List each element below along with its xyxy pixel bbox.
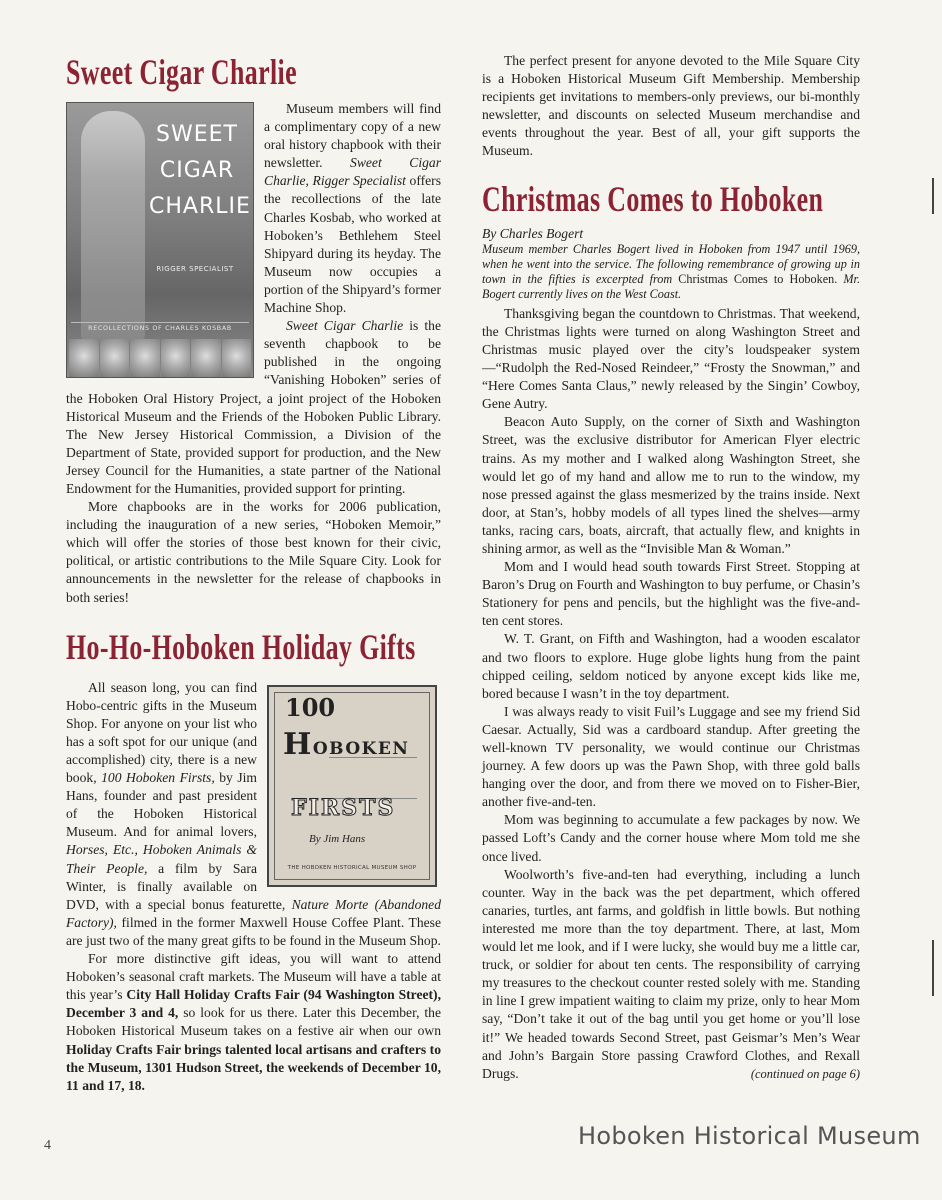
byline: By Charles Bogert bbox=[482, 225, 584, 241]
text-run: Christmas Comes to Hoboken. bbox=[678, 272, 838, 287]
cover-ornament bbox=[329, 757, 417, 799]
cover-title-line3: CHARLIE bbox=[149, 194, 251, 219]
text-run: is the seventh chapbook to be published in the ongoing “Vanishing Hoboken” series of the Hoboken Oral History Project, a joint project of the Hoboken Historical Museum and the Friends of the Hoboken Public Library. The New Jersey Historical Commission, a Division of the Department of State, provided support for production, and the New Jersey Council for the Humanities, a state partner of the National Endowment for the Humanities, provided support for printing. bbox=[66, 318, 441, 496]
cover-footer-text: RECOLLECTIONS OF CHARLES KOSBAB bbox=[71, 322, 249, 332]
text-run: Museum members will find a complimentary copy of a new oral history chapbook with their newsletter. bbox=[264, 101, 441, 171]
article-intro-note bbox=[482, 242, 860, 303]
cover-publisher: THE HOBOKEN HISTORICAL MUSEUM SHOP bbox=[287, 864, 417, 871]
left-column bbox=[66, 52, 441, 1095]
text-run: 100 Hoboken Firsts, bbox=[101, 770, 215, 786]
christmas-paragraph: I was always ready to visit Fuil’s Luggage and see my friend Sid Caesar. Actually, Sid was a cardboard standup. After greeting the well-known TV personality, we would continue our Christmas journey. A few doors up was the Pawn Shop, with three gold balls hanging over the door, and from there we moved on to Fisher-Bier, another five-and-ten. bbox=[482, 703, 860, 810]
text-run: The perfect present for anyone devoted to the Mile Square City is a Hoboken Historical Museum Gift Membership. Membership recipients get invitations to members-only previews, our bi-monthly newsletter, and discounts on selected Museum merchandise and events throughout the year. Best of all, your gift supports the Museum. bbox=[482, 53, 860, 159]
text-run: More chapbooks are in the works for 2006 publication, including the inauguration of a new series, “Hoboken Memoir,” which will offer the stories of those best known for their civic, political, or artistic contributions to the Mile Square City. Look for announcements in the newsletter for the release of chapbooks in both series! bbox=[66, 499, 441, 605]
text-run: Nature Morte (Abandoned Factory), bbox=[66, 896, 442, 930]
text-run: offers the recollections of the late Charles Kosbab, who worked at Hoboken’s Bethlehem Steel Shipyard during its heyday. The Museum now occupies a portion of the Shipyard’s former Machine Shop. bbox=[264, 173, 441, 316]
binding-mark bbox=[932, 940, 934, 996]
cover-number: 100 bbox=[285, 692, 336, 722]
christmas-paragraph: W. T. Grant, on Fifth and Washington, had a wooden escalator and two floors to explore. Huge globe lights hung from the paint chipped ceiling, seldom noticed by anyone except kids like me, bored because I wasn’t in the toy department. bbox=[482, 631, 860, 701]
text-run: a film by Sara Winter, is finally available on DVD, with a special bonus featurette, bbox=[66, 860, 292, 912]
christmas-article-body bbox=[482, 305, 860, 1083]
christmas-paragraph: Woolworth’s five-and-ten had everything, including a lunch counter. Way in the back was the pet department, which offered canaries, turtles, ant farms, and goldfish in little bowls. But nothing interested me more than the toy department. There, at last, Mom would let me look, and if I were lucky, she would buy me a little car, truck, or soldier for about ten cents. The responsibility of carrying my treasures to the checkout counter rested solely with me. Standing in line I grew impatient waiting to claim my prize, only to hear Mom say, “Don’t take it out of the bag until you get home or you’ll lose it!” We headed towards Second Street, past Geismar’s Men’s Wear and John’s Bargain Store passing Crawford Clothes, and Rexall Drugs. (continued on page 6) bbox=[482, 866, 860, 1083]
page-number: 4 bbox=[44, 1138, 51, 1153]
museum-watermark: Hoboken Historical Museum bbox=[578, 1122, 921, 1150]
christmas-paragraph: Mom and I would head south towards First Street. Stopping at Baron’s Drug on Fourth and Washington to buy perfume, or Chasin’s Stationery for pens and pencils, but the highlight was the five-and-ten cent stores. bbox=[482, 559, 860, 629]
text-run: For more distinctive gift ideas, you will want to attend Hoboken’s seasonal craft markets. The Museum will have a table at this year’s bbox=[66, 951, 441, 1003]
headline-sweet-cigar-charlie: Sweet Cigar Charlie bbox=[66, 52, 297, 92]
text-run: Holiday Crafts Fair brings talented local artisans and crafters to the Museum, 1301 Hudson Street, the weekends of December 10, 11 and 17, 18. bbox=[66, 1041, 441, 1093]
text-run: Sweet Cigar Charlie, Rigger Specialist bbox=[264, 155, 441, 189]
cover-author: By Jim Hans bbox=[309, 832, 366, 845]
text-run: filmed in the former Maxwell House Coffee Plant. These are just two of the many great gifts to be found in the Museum Shop. bbox=[66, 914, 441, 948]
headline-christmas-comes-to-hoboken: Christmas Comes to Hoboken bbox=[482, 178, 824, 219]
text-run: by Jim Hans, founder and past president of the Hoboken Historical Museum. And for animal lovers, bbox=[66, 770, 258, 840]
gift-membership-paragraph bbox=[482, 52, 860, 161]
cover-firsts: FIRSTS bbox=[291, 794, 396, 821]
cover-portrait-figure bbox=[81, 111, 145, 341]
text-run: Horses, Etc., Hoboken Animals & Their People, bbox=[66, 842, 257, 876]
text-run: Museum member Charles Bogert lived in Hoboken from 1947 until 1969, when he went into the service. The following remembrance of growing up in town in the fifties is excerpted from bbox=[482, 241, 860, 287]
binding-mark bbox=[932, 178, 934, 214]
christmas-paragraph: Beacon Auto Supply, on the corner of Sixth and Washington Street, was the exclusive distributor for American Flyer electric trains. As my mother and I walked along Washington Street, she would let go of my hand and allow me to run to the window, my nose pressed against the glass mesmerized by the trains inside. Next door, at Stan’s, hobby models of all types lined the shelves—army tanks, racing cars, boats, aircraft, that actually flew, and knights in shining armor, as well as the “Invisible Man & Woman.” bbox=[482, 414, 860, 556]
continued-on-page-6: (continued on page 6) bbox=[750, 1066, 860, 1081]
cover-subtitle: RIGGER SPECIALIST bbox=[156, 265, 234, 273]
cover-title-line2: CIGAR bbox=[159, 158, 235, 183]
cover-face-strip bbox=[67, 339, 253, 377]
text-run: City Hall Holiday Crafts Fair (94 Washington Street), December 3 and 4, bbox=[66, 987, 441, 1021]
text-run: so look for us there. Later this December, the Hoboken Historical Museum takes on a festive air when our own bbox=[66, 1005, 442, 1039]
hoboken-firsts-book-cover bbox=[267, 685, 437, 887]
sweet-cigar-paragraph-3 bbox=[66, 498, 441, 607]
sweet-cigar-charlie-cover-image bbox=[66, 102, 254, 378]
cover-title: HOBOKEN bbox=[283, 726, 410, 762]
holiday-gifts-paragraph-2 bbox=[66, 950, 441, 1095]
cover-title-line1: SWEET bbox=[156, 122, 238, 147]
christmas-paragraph: Mom was beginning to accumulate a few packages by now. We passed Loft’s Candy and the corner house where Mom told me she once lived. bbox=[482, 812, 860, 864]
text-run: All season long, you can find Hobo-centric gifts in the Museum Shop. For anyone on your list who has a soft spot for our unique (and accomplished) city, there is a new book, bbox=[66, 679, 257, 786]
text-run: Sweet Cigar Charlie bbox=[286, 318, 404, 334]
text-run: Mr. Bogert currently lives on the West Coast. bbox=[482, 272, 860, 302]
christmas-paragraph: Thanksgiving began the countdown to Christmas. That weekend, the Christmas lights were turned on along Washington Street and Christmas music played over the city’s loudspeaker system—“Rudolph the Red-Nosed Reindeer,” “Frosty the Snowman,” and “Here Comes Santa Claus,” newly released by the Singin’ Cowboy, Gene Autry. bbox=[482, 305, 860, 412]
right-column bbox=[482, 52, 860, 1083]
headline-holiday-gifts: Ho-Ho-Hoboken Holiday Gifts bbox=[66, 626, 416, 667]
